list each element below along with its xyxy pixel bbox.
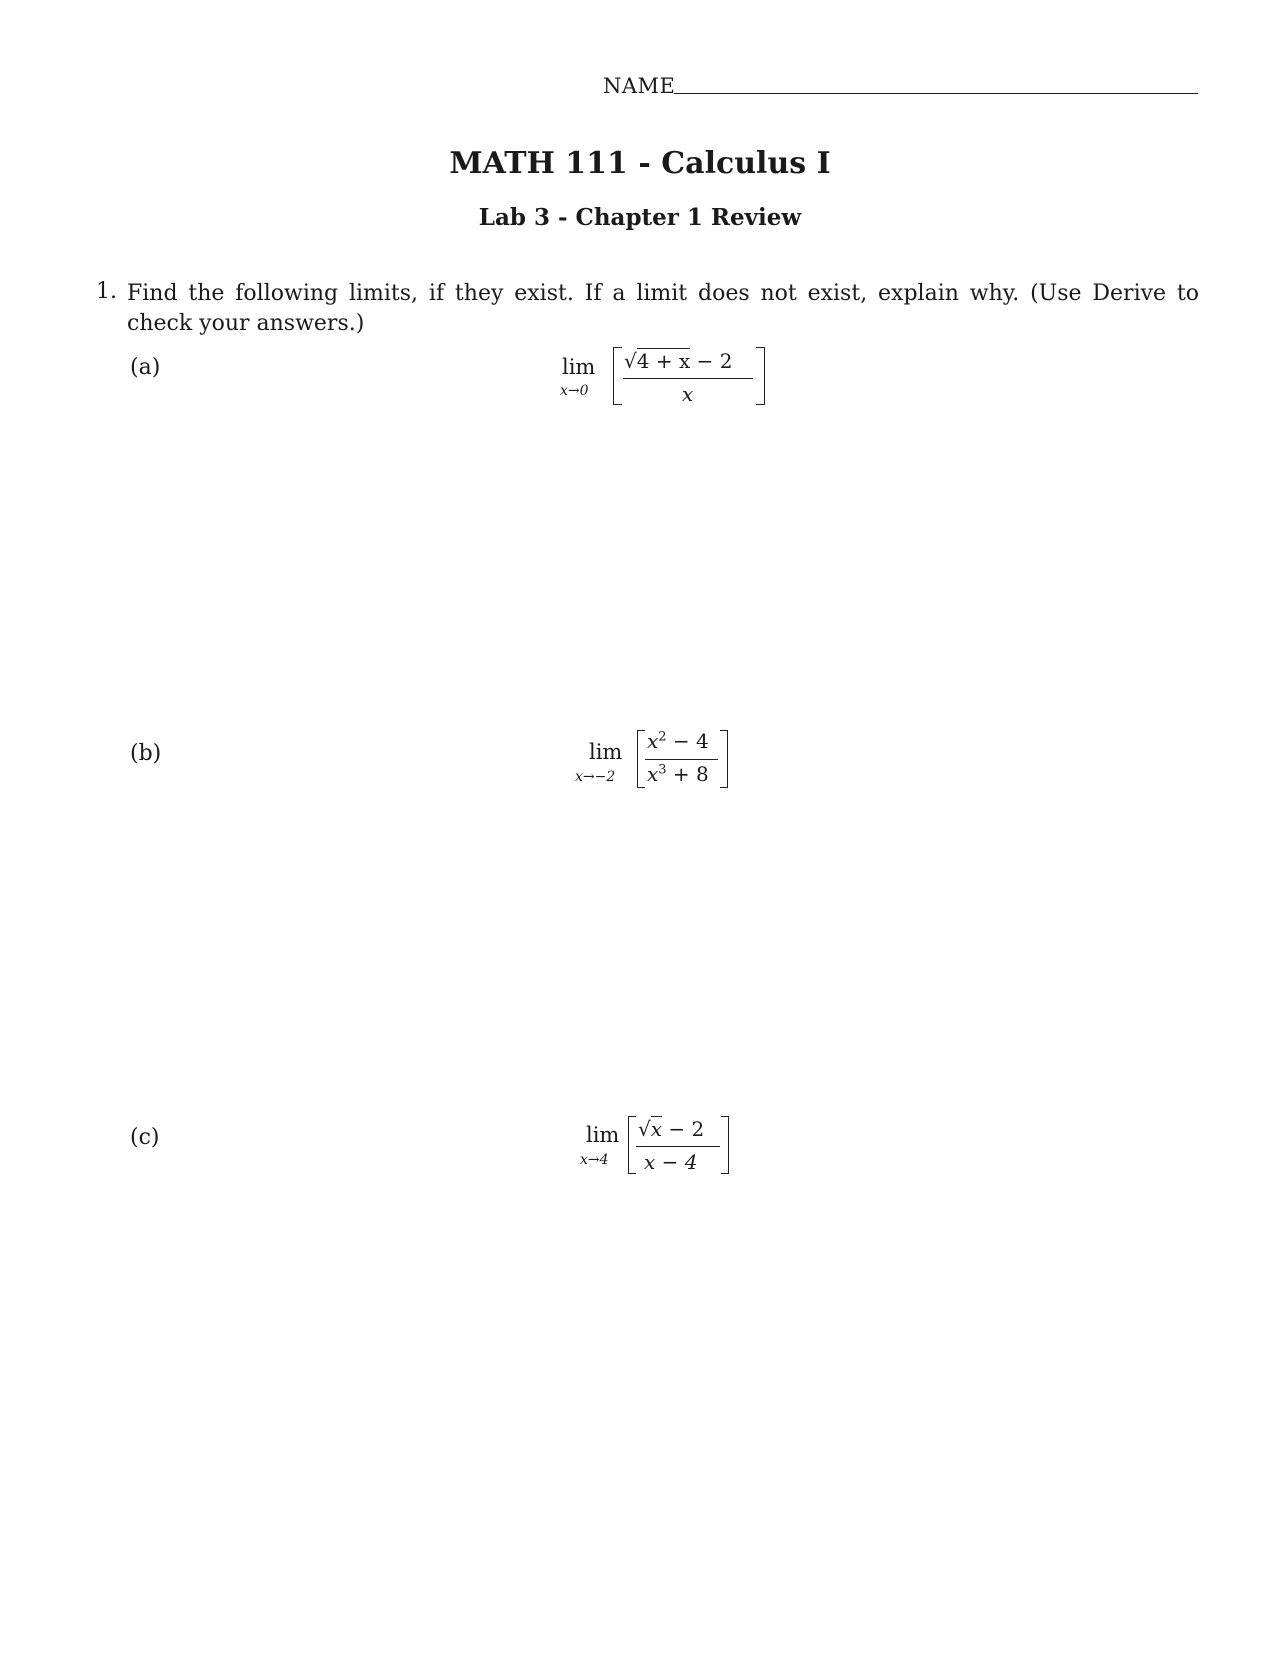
left-bracket bbox=[628, 1116, 636, 1174]
denominator-exponent: 3 bbox=[658, 762, 667, 778]
problem-instructions: Find the following limits, if they exist. If a limit does not exist, explain why. (Use Derive to check your answers.) bbox=[127, 281, 1199, 336]
part-c-limit-expression bbox=[578, 1108, 778, 1180]
name-label: NAME bbox=[603, 74, 676, 98]
part-c-label: (c) bbox=[130, 1125, 160, 1150]
lab-title: Lab 3 - Chapter 1 Review bbox=[478, 204, 802, 231]
limit-approach: x→0 bbox=[560, 383, 589, 399]
left-bracket bbox=[637, 730, 645, 788]
radicand: 4 + x bbox=[636, 349, 691, 373]
radicand: x bbox=[650, 1117, 663, 1141]
lim-operator: lim bbox=[586, 1123, 620, 1147]
name-blank-line[interactable] bbox=[674, 93, 1198, 94]
right-bracket bbox=[720, 730, 728, 788]
lim-operator: lim bbox=[589, 740, 623, 764]
denominator: x bbox=[682, 382, 694, 406]
part-a-limit-expression bbox=[560, 340, 780, 412]
fraction-bar bbox=[623, 378, 753, 379]
numerator bbox=[647, 729, 709, 753]
denominator: x − 4 bbox=[644, 1150, 698, 1174]
numerator bbox=[638, 1117, 704, 1141]
course-title: MATH 111 - Calculus I bbox=[449, 146, 831, 181]
numerator-base: x bbox=[647, 729, 659, 753]
denominator bbox=[647, 762, 709, 786]
denominator-base: x bbox=[647, 762, 659, 786]
radical-sign: √ bbox=[624, 349, 637, 373]
lim-operator: lim bbox=[562, 355, 596, 379]
part-b-limit-expression bbox=[575, 726, 775, 796]
denominator-rest: + 8 bbox=[666, 762, 709, 786]
numerator-rest: − 2 bbox=[662, 1117, 705, 1141]
numerator-rest: − 2 bbox=[690, 349, 733, 373]
numerator-rest: − 4 bbox=[666, 729, 709, 753]
right-bracket bbox=[756, 347, 765, 405]
left-bracket bbox=[613, 347, 622, 405]
fraction-bar bbox=[645, 759, 718, 760]
radical-sign: √ bbox=[638, 1117, 651, 1141]
numerator-exponent: 2 bbox=[658, 729, 667, 745]
fraction-bar bbox=[636, 1146, 720, 1147]
problem-number: 1. bbox=[96, 279, 117, 304]
numerator bbox=[624, 349, 732, 373]
part-a-label: (a) bbox=[130, 355, 161, 380]
part-b-label: (b) bbox=[130, 741, 162, 766]
limit-approach: x→4 bbox=[580, 1152, 609, 1168]
limit-approach: x→−2 bbox=[575, 769, 616, 785]
right-bracket bbox=[721, 1116, 729, 1174]
